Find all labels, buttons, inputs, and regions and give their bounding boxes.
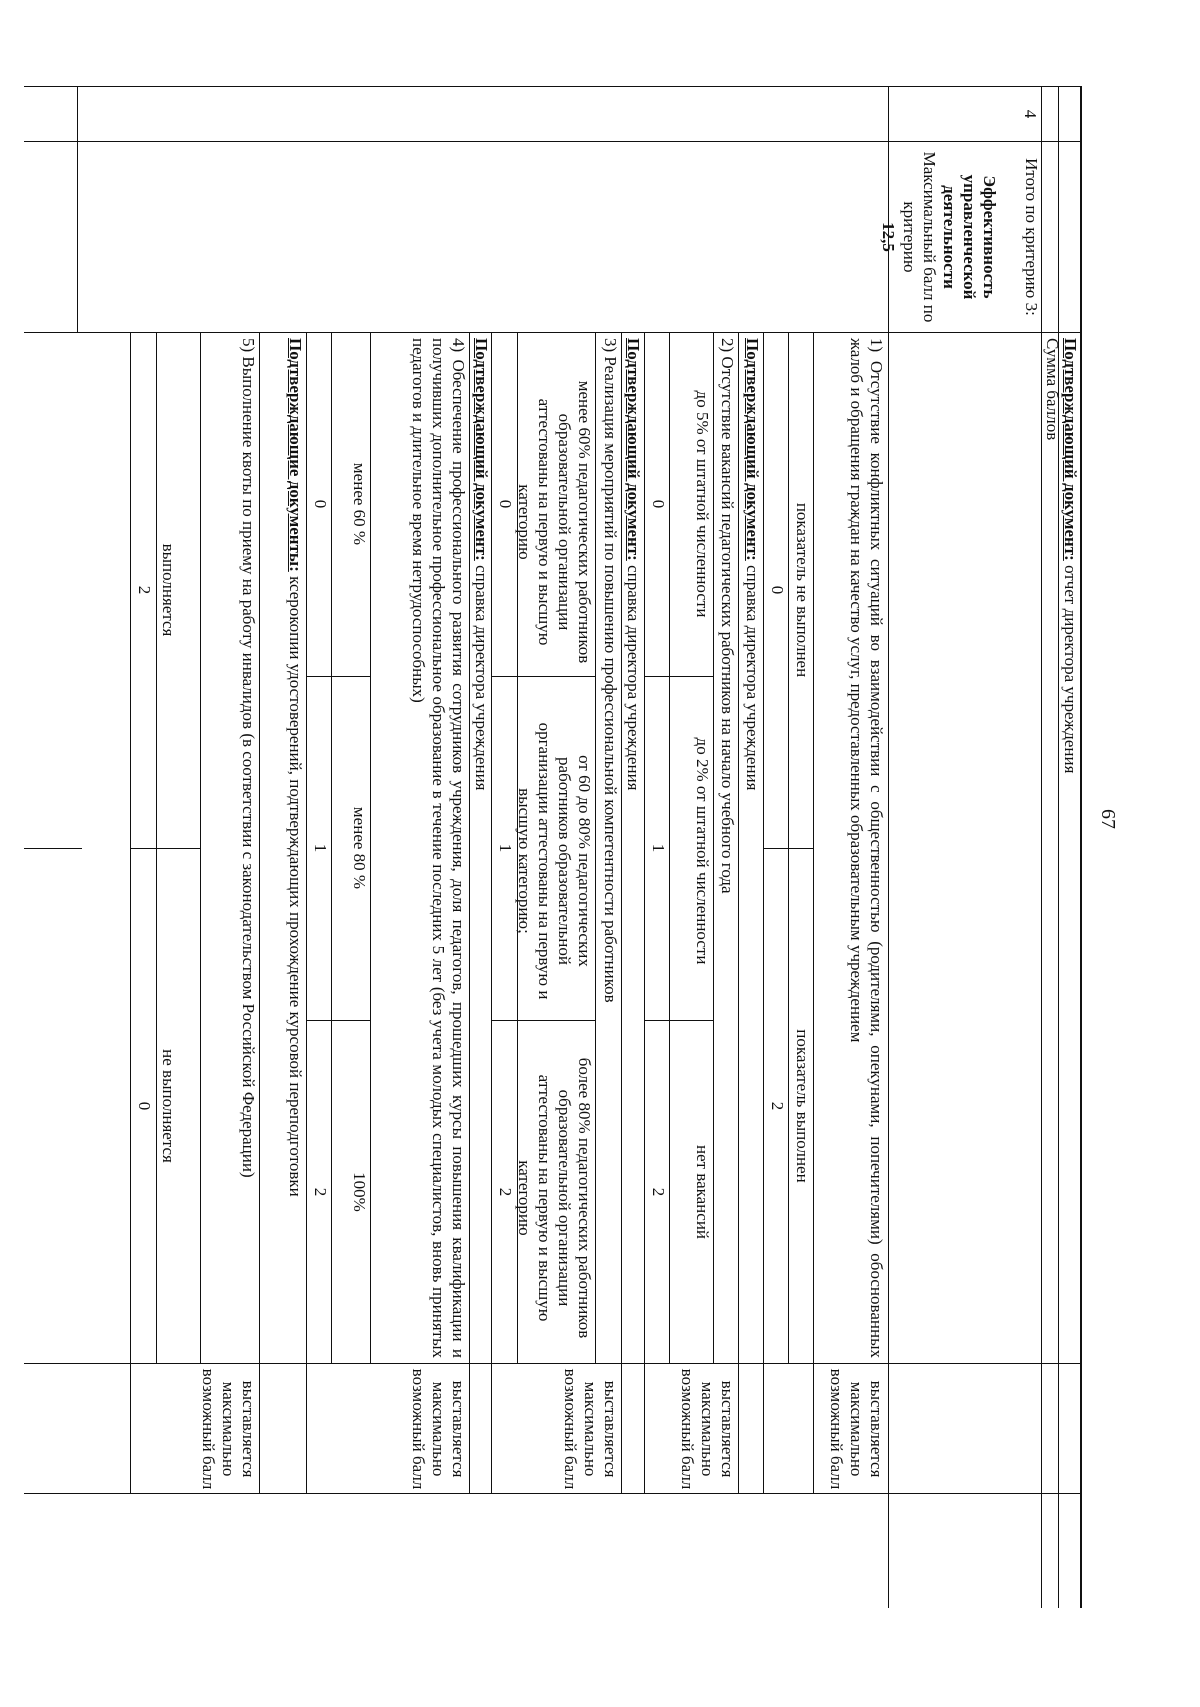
table-row-divider: [130, 332, 131, 1493]
score-value: 2: [768, 1101, 787, 1111]
table-row-divider: [644, 332, 645, 1493]
table-row-divider: [1041, 86, 1042, 1608]
criterion-number: 4: [1021, 109, 1040, 119]
table-top-border: [1080, 86, 1082, 1608]
indicator-note: выставляется максимально возможный балл: [199, 1368, 258, 1490]
table-column-divider: [24, 332, 1082, 333]
document-label: Подтверждающий документ:: [743, 338, 762, 561]
score-value: 1: [311, 843, 330, 853]
indicator-note: выставляется максимально возможный балл: [409, 1368, 468, 1490]
document-label: Подтверждающий документ:: [624, 338, 643, 561]
table-column-divider: [24, 86, 1082, 87]
supporting-document-row: [623, 338, 643, 1358]
score-value: 2: [135, 585, 154, 595]
document-value: справка директора учреждения: [743, 565, 762, 791]
criterion-total-label: Итого по критерию 3:: [1022, 158, 1041, 316]
criteria-table: [24, 86, 1082, 1608]
supporting-document-row: [1060, 338, 1080, 1358]
option-label: от 60 до 80% педагогических работников образовательной организации аттестованы на первую и высшую категорию;: [515, 722, 594, 1000]
table-column-divider: [131, 848, 201, 849]
table-column-divider: [764, 848, 814, 849]
table-column-divider: [492, 676, 596, 677]
score-value: 2: [496, 1187, 515, 1197]
score-value: 2: [311, 1187, 330, 1197]
option-label: 100%: [350, 1172, 369, 1212]
score-value: 0: [135, 1101, 154, 1111]
table-row-divider: [306, 332, 307, 1493]
table-row-divider: [331, 332, 332, 1363]
table-row-divider: [370, 332, 371, 1363]
score-value: 1: [496, 843, 515, 853]
table-row-divider: [713, 332, 714, 1363]
table-column-divider: [24, 848, 82, 849]
document-label: Подтверждающие документы:: [286, 338, 305, 572]
indicator-text: 1) Отсутствие конфликтных ситуаций во взаимодействии с общественностью (родителями, опекунами, попечителями) обоснованных жалоб и обращения граждан на качество услуг, предоставленных образовательным учреждением: [847, 338, 886, 1358]
criterion-total-value: Сумма баллов: [1043, 338, 1062, 441]
option-label: до 2% от штатной численности: [693, 737, 712, 965]
indicator-note: выставляется максимально возможный балл: [678, 1368, 737, 1490]
indicator-text: 4) Обеспечение профессионального развития сотрудников учреждения, доля педагогов, прошедших курсы повышения квалификации и получивших дополнительное профессиональное образование в течение последних 5 лет (без учета молодых специалистов, вновь принятых педагогов и длительное время нетрудоспособных): [409, 338, 468, 1358]
indicator-text: 3) Реализация мероприятий по повышению профессиональной компетентности работников: [601, 338, 620, 1003]
score-value: 0: [649, 499, 668, 509]
option-label: менее 60 %: [350, 462, 369, 546]
criterion-title: Эффективность управленческой деятельности: [940, 174, 999, 300]
table-column-divider: [24, 1363, 1082, 1364]
page-number: 67: [1097, 809, 1119, 829]
document-label: Подтверждающий документ:: [1061, 338, 1080, 561]
supporting-document-row: [740, 338, 762, 1358]
document-value: ксерокопии удостоверений, подтверждающих прохождение курсовой переподготовки: [286, 576, 305, 1197]
table-bottom-line: [77, 86, 78, 332]
option-label: более 80% педагогических работников образовательной организации аттестованы на первую и высшую категорию: [515, 1057, 594, 1339]
criterion-max-label: Максимальный балл по критерию: [900, 151, 939, 323]
document-value: справка директора учреждения: [624, 565, 643, 791]
score-value: 2: [649, 1187, 668, 1197]
document-label: Подтверждающий документ:: [472, 338, 491, 561]
option-label: менее 80 %: [350, 806, 369, 890]
option-label: нет вакансий: [693, 1144, 712, 1240]
score-value: 0: [311, 499, 330, 509]
table-row-divider: [738, 332, 739, 1493]
table-row-divider: [469, 332, 470, 1493]
table-right-border: [24, 1493, 1082, 1494]
score-value: 1: [649, 843, 668, 853]
option-label: не выполняется: [159, 1049, 178, 1163]
supporting-document-row: [261, 338, 305, 1358]
option-label: до 5% от штатной численности: [693, 390, 712, 618]
table-row-divider: [621, 332, 622, 1493]
indicator-text: 5) Выполнение квоты по приему на работу инвалидов (в соответствии с законодательством Российской Федерации): [239, 338, 258, 1178]
supporting-document-row: [471, 338, 491, 1358]
option-label: выполняется: [159, 543, 178, 637]
table-row-divider: [1058, 86, 1059, 1608]
criterion-max-value: 12,5: [879, 222, 898, 252]
table-row-divider: [813, 332, 814, 1493]
table-row-divider: [595, 332, 596, 1363]
indicator-text: 2) Отсутствие вакансий педагогических работников на начало учебного года: [718, 338, 737, 894]
table-column-divider: [645, 1020, 714, 1021]
table-row-divider: [491, 332, 492, 1493]
table-row-divider: [763, 332, 764, 1493]
score-value: 0: [768, 585, 787, 595]
option-label: показатель выполнен: [793, 1029, 812, 1183]
table-column-divider: [645, 676, 714, 677]
document-value: справка директора учреждения: [472, 565, 491, 791]
option-label: менее 60% педагогических работников образовательной организации аттестованы на первую и высшую категорию: [515, 380, 594, 664]
table-column-divider: [492, 1020, 596, 1021]
document-value: отчет директора учреждения: [1061, 565, 1080, 774]
table-column-divider: [307, 1020, 371, 1021]
table-row-divider: [259, 332, 260, 1493]
table-row-divider: [669, 332, 670, 1363]
option-label: показатель не выполнен: [793, 502, 812, 678]
score-value: 0: [496, 499, 515, 509]
table-column-divider: [307, 676, 371, 677]
table-column-divider: [24, 141, 1082, 142]
indicator-note: выставляется максимально возможный балл: [827, 1368, 886, 1490]
indicator-note: выставляется максимально возможный балл: [561, 1368, 620, 1490]
